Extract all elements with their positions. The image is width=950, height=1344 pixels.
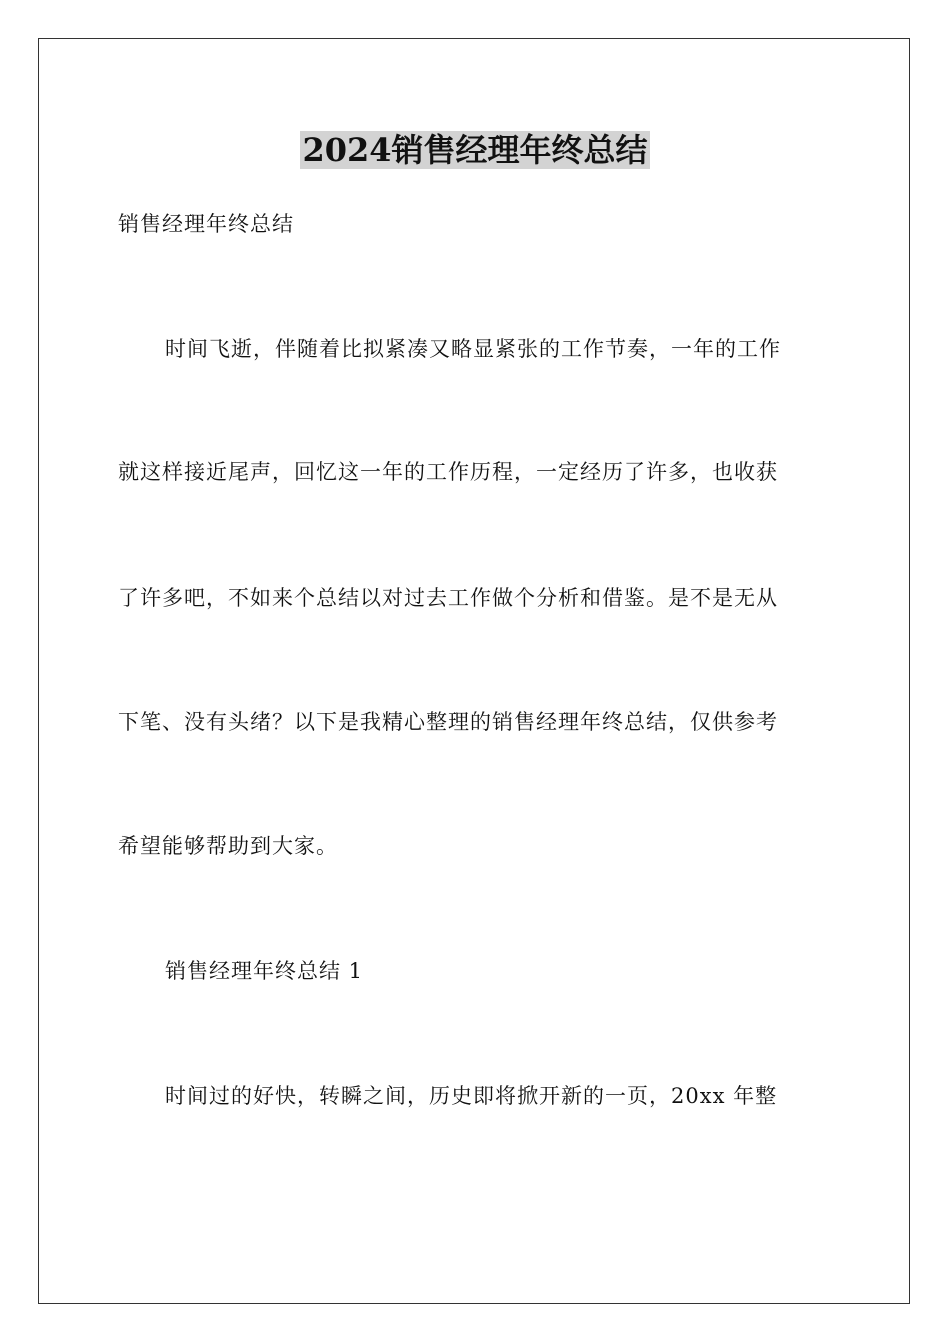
section-paragraph-line-1: 时间过的好快，转瞬之间，历史即将掀开新的一页，20xx 年整 — [165, 1084, 778, 1108]
paragraph-line-3: 了许多吧，不如来个总结以对过去工作做个分析和借鉴。是不是无从 — [118, 586, 778, 610]
paragraph-line-1: 时间飞逝，伴随着比拟紧凑又略显紧张的工作节奏，一年的工作 — [165, 337, 781, 361]
document-title-text: 2024销售经理年终总结 — [302, 131, 648, 169]
document-subtitle: 销售经理年终总结 — [118, 212, 294, 236]
section-heading: 销售经理年终总结 1 — [165, 959, 364, 983]
paragraph-line-5: 希望能够帮助到大家。 — [118, 834, 338, 858]
paragraph-line-4: 下笔、没有头绪？以下是我精心整理的销售经理年终总结，仅供参考 — [118, 710, 778, 734]
document-title — [0, 128, 950, 172]
paragraph-line-2: 就这样接近尾声，回忆这一年的工作历程，一定经历了许多，也收获 — [118, 460, 778, 484]
